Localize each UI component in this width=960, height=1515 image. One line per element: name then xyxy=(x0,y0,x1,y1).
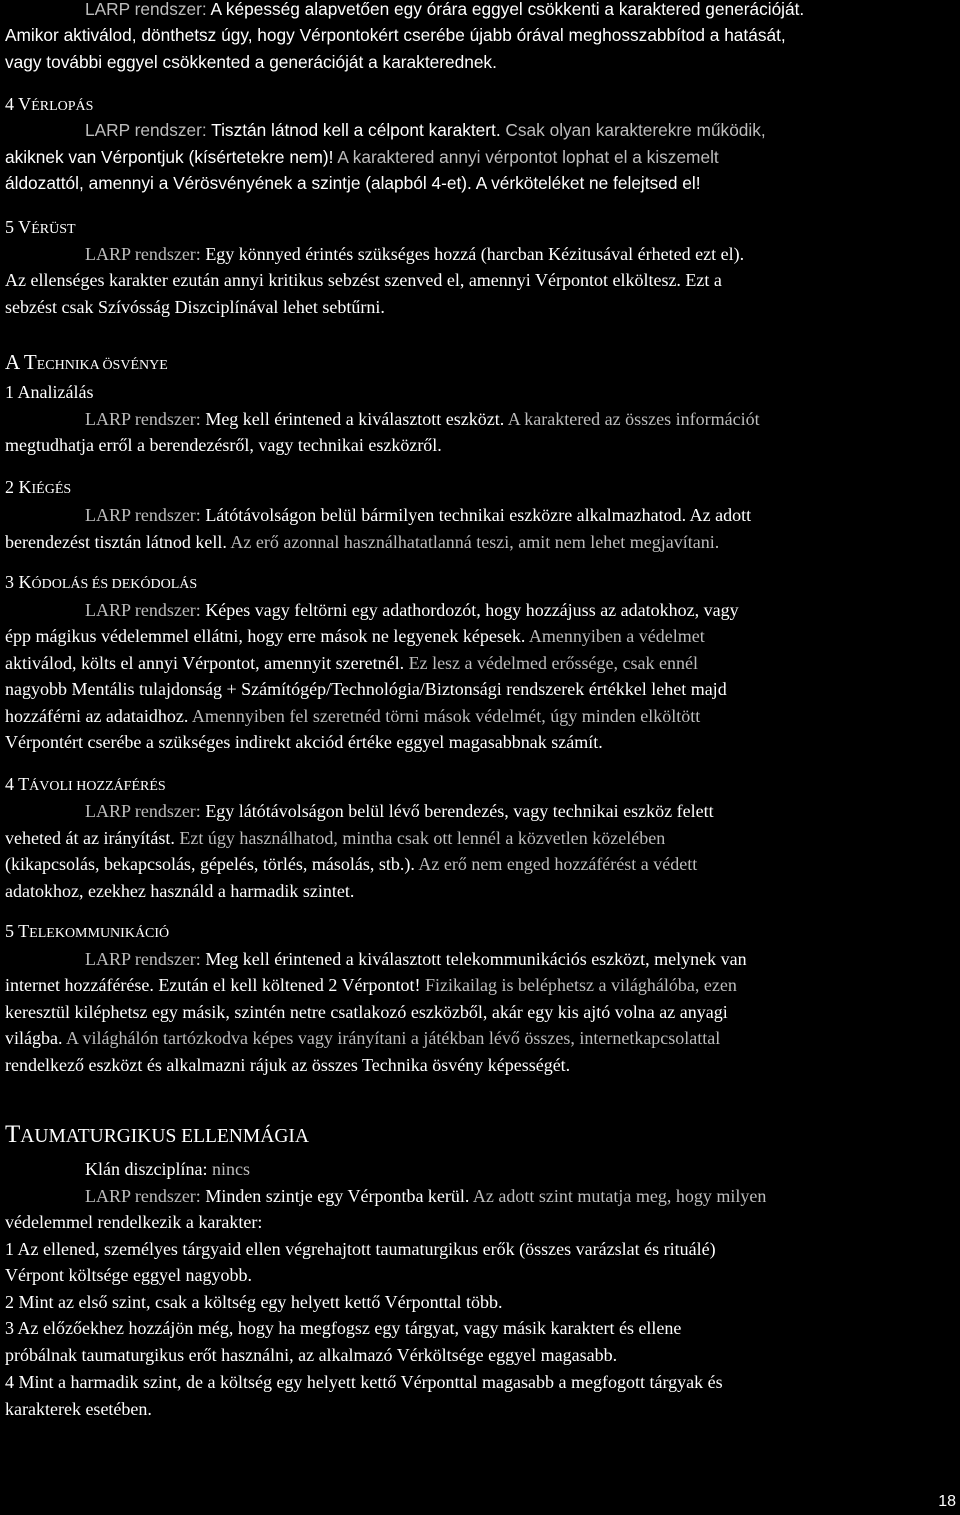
highlight-text: A karaktered annyi vérpontot lophat el a kiszemelt xyxy=(337,147,719,167)
text-line xyxy=(5,1025,720,1052)
highlight-text: Csak olyan karakterekre működik, xyxy=(505,120,766,140)
body-text: Meg kell érintened a kiválasztott telekommunikációs eszközt, melynek van xyxy=(205,949,747,969)
section-heading xyxy=(5,94,93,114)
heading-part: ELEKOMMUNIKÁCIÓ xyxy=(29,926,170,941)
text-line xyxy=(5,878,354,905)
heading-part: ÉRLOPÁS xyxy=(31,99,94,114)
body-text: próbálnak taumaturgikus erőt használni, az alkalmazó Vérköltsége eggyel magasabb. xyxy=(5,1345,618,1365)
highlight-text: A karaktered az összes információt xyxy=(507,409,760,429)
text-line xyxy=(5,798,714,825)
body-text: akiknek van Vérpontjuk (kísértetekre nem)! xyxy=(5,147,338,167)
text-line xyxy=(5,1183,766,1210)
body-text: megtudhatja erről a berendezésről, vagy technikai eszközről. xyxy=(5,435,442,455)
text-line xyxy=(5,729,603,756)
text-line xyxy=(5,1156,250,1183)
heading-part: 2 K xyxy=(5,477,32,497)
text-line xyxy=(5,597,739,624)
body-text: 1 Analizálás xyxy=(5,382,94,402)
body-text: Az ellenséges karakter ezután annyi kritikus sebzést szenved el, amennyi Vérpontot elköltesz. Ezt a xyxy=(5,270,722,290)
text-line xyxy=(5,650,698,677)
section-heading xyxy=(5,217,76,237)
text-line xyxy=(5,1396,152,1423)
highlight-text: Amennyiben a védelmet xyxy=(528,626,705,646)
heading-part: ÓDOLÁS ÉS DEKÓDOLÁS xyxy=(31,577,198,592)
highlight-text: LARP rendszer: xyxy=(85,0,211,19)
text-line xyxy=(5,241,744,268)
highlight-text: LARP rendszer: xyxy=(85,801,206,821)
text-line xyxy=(5,1052,570,1079)
heading-part: 3 K xyxy=(5,572,32,592)
body-text: Vérpontért cserébe a szükséges indirekt akciód értéke eggyel magasabbnak számít. xyxy=(5,732,603,752)
body-text: nagyobb Mentális tulajdonság + Számítógép/Technológia/Biztonsági rendszerek értékkel lehet majd xyxy=(5,679,727,699)
heading-part: AUMATURGIKUS ELLENMÁGIA xyxy=(20,1126,309,1147)
heading-part: A T xyxy=(5,350,37,374)
text-line xyxy=(5,0,804,23)
body-text: 4 Mint a harmadik szint, de a költség egy helyett kettő Vérponttal magasabb a megfogott tárgyak és xyxy=(5,1372,723,1392)
heading-part: 5 V xyxy=(5,217,32,237)
body-text: 3 Az előzőekhez hozzájön még, hogy ha megfogsz egy tárgyat, vagy másik karaktert és ellene xyxy=(5,1318,682,1338)
text-line xyxy=(5,49,497,76)
section-heading xyxy=(5,921,169,941)
body-text: adatokhoz, ezekhez használd a harmadik szintet. xyxy=(5,881,355,901)
body-text: áldozattól, amennyi a Vérösvényének a szintje (alapból 4-et). A vérköteléket ne felejtsed el! xyxy=(5,173,701,193)
section-heading xyxy=(5,350,168,374)
body-text: Klán diszciplína: xyxy=(85,1159,212,1179)
body-text: 2 Mint az első szint, csak a költség egy helyett kettő Vérponttal több. xyxy=(5,1292,503,1312)
text-line xyxy=(5,918,169,948)
text-line xyxy=(5,349,168,380)
text-line xyxy=(5,170,701,197)
text-line xyxy=(5,972,737,999)
text-line xyxy=(5,825,665,852)
section-heading xyxy=(5,774,166,794)
highlight-text: LARP rendszer: xyxy=(85,949,206,969)
body-text: berendezést tisztán látnod kell. xyxy=(5,532,231,552)
body-text: internet hozzáférése. Ezután el kell költened 2 Vérpontot! xyxy=(5,975,425,995)
text-line xyxy=(5,1315,681,1342)
body-text: Meg kell érintened a kiválasztott eszközt. xyxy=(205,409,508,429)
text-line xyxy=(5,267,722,294)
heading-part: IÉGÉS xyxy=(31,482,72,497)
highlight-text: LARP rendszer: xyxy=(85,1186,206,1206)
highlight-text: LARP rendszer: xyxy=(85,409,206,429)
body-text: Látótávolságon belül bármilyen technikai eszközre alkalmazhatod. Az adott xyxy=(205,505,752,525)
text-line xyxy=(5,1236,716,1263)
body-text: Tisztán látnod kell a célpont karaktert. xyxy=(211,120,506,140)
heading-part: ÉRÜST xyxy=(31,222,76,237)
highlight-text: Az erő azonnal használhatatlanná teszi, amit nem lehet megjavítani. xyxy=(230,532,720,552)
body-text: keresztül kiléphetsz egy másik, szintén netre csatlakozó eszközből, akár egy kis ajtó volna az anyagi xyxy=(5,1002,728,1022)
body-text: hozzáférni az adataidhoz. xyxy=(5,706,192,726)
body-text: sebzést csak Szívósság Diszciplínával lehet sebtűrni. xyxy=(5,297,385,317)
text-line xyxy=(5,569,197,599)
text-line xyxy=(5,406,760,433)
text-line xyxy=(5,529,719,556)
page-number: 18 xyxy=(938,1493,956,1510)
body-text: vagy további eggyel csökkented a generációját a karakterednek. xyxy=(5,52,497,72)
body-text: világba. xyxy=(5,1028,66,1048)
text-line xyxy=(5,474,71,504)
body-text: védelemmel rendelkezik a karakter: xyxy=(5,1212,263,1232)
heading-part: T xyxy=(5,1121,21,1148)
body-text: karakterek esetében. xyxy=(5,1399,152,1419)
body-text: aktiválod, költs el annyi Vérpontot, amennyit szeretnél. xyxy=(5,653,409,673)
body-text: (kikapcsolás, bekapcsolás, gépelés, törlés, másolás, stb.). xyxy=(5,854,419,874)
body-text: Egy könnyed érintés szükséges hozzá (harcban Kézitusával érheted ezt el). xyxy=(205,244,745,264)
highlight-text: Amennyiben fel szeretnéd törni mások védelmét, úgy minden elköltött xyxy=(191,706,701,726)
body-text: Minden szintje egy Vérpontba kerül. xyxy=(205,1186,473,1206)
heading-part: 4 T xyxy=(5,774,30,794)
body-text: Amikor aktiválod, dönthetsz úgy, hogy Vérpontokért cserébe újabb órával meghosszabbítod a hatását, xyxy=(5,25,786,45)
text-line xyxy=(5,117,766,144)
section-heading xyxy=(5,1121,309,1148)
highlight-text: LARP rendszer: xyxy=(85,244,206,264)
text-line xyxy=(5,1262,252,1289)
text-line xyxy=(5,1342,617,1369)
text-line xyxy=(5,22,786,49)
body-text: veheted át az irányítást. xyxy=(5,828,180,848)
text-line xyxy=(5,851,697,878)
body-text: Egy látótávolságon belül lévő berendezés, vagy technikai eszköz felett xyxy=(205,801,714,821)
text-line xyxy=(5,771,166,801)
text-line xyxy=(5,1369,723,1396)
text-line xyxy=(5,379,93,406)
highlight-text: A világhálón tartózkodva képes vagy irányítani a játékban lévő összes, internetkapcsolattal xyxy=(66,1028,721,1048)
text-line xyxy=(5,676,727,703)
text-line xyxy=(5,1122,309,1151)
text-line xyxy=(5,703,700,730)
body-text: rendelkező eszközt és alkalmazni rájuk az összes Technika ösvény képességét. xyxy=(5,1055,571,1075)
heading-part: 4 V xyxy=(5,94,32,114)
highlight-text: Ez lesz a védelmed erőssége, csak ennél xyxy=(408,653,698,673)
text-line xyxy=(5,502,751,529)
highlight-text: nincs xyxy=(211,1159,250,1179)
highlight-text: LARP rendszer: xyxy=(85,120,212,140)
heading-part: ÁVOLI HOZZÁFÉRÉS xyxy=(29,779,166,794)
text-line xyxy=(5,999,728,1026)
text-line xyxy=(5,1289,503,1316)
heading-part: ECHNIKA ÖSVÉNYE xyxy=(36,358,168,373)
body-text: Képes vagy feltörni egy adathordozót, hogy hozzájuss az adatokhoz, vagy xyxy=(205,600,739,620)
highlight-text: Az adott szint mutatja meg, hogy milyen xyxy=(472,1186,767,1206)
body-text: Vérpont költsége eggyel nagyobb. xyxy=(5,1265,252,1285)
text-line xyxy=(5,946,747,973)
highlight-text: Az erő nem enged hozzáférést a védett xyxy=(418,854,698,874)
body-text: A képesség alapvetően egy órára eggyel csökkenti a karaktered generációját. xyxy=(210,0,805,19)
section-heading xyxy=(5,572,197,592)
body-text: épp mágikus védelemmel ellátni, hogy erre mások ne legyenek képesek. xyxy=(5,626,529,646)
text-line xyxy=(5,144,719,171)
highlight-text: Fizikailag is beléphetsz a világhálóba, ezen xyxy=(425,975,737,995)
section-heading xyxy=(5,477,71,497)
text-line xyxy=(5,1209,262,1236)
text-line xyxy=(5,294,385,321)
text-line xyxy=(5,214,76,244)
body-text: 1 Az ellened, személyes tárgyaid ellen végrehajtott taumaturgikus erők (összes varázslat és rituálé) xyxy=(5,1239,716,1259)
heading-part: 5 T xyxy=(5,921,30,941)
text-line xyxy=(5,432,442,459)
highlight-text: LARP rendszer: xyxy=(85,505,206,525)
highlight-text: LARP rendszer: xyxy=(85,600,206,620)
highlight-text: Ezt úgy használhatod, mintha csak ott lennél a közvetlen közelében xyxy=(179,828,666,848)
text-line xyxy=(5,623,705,650)
